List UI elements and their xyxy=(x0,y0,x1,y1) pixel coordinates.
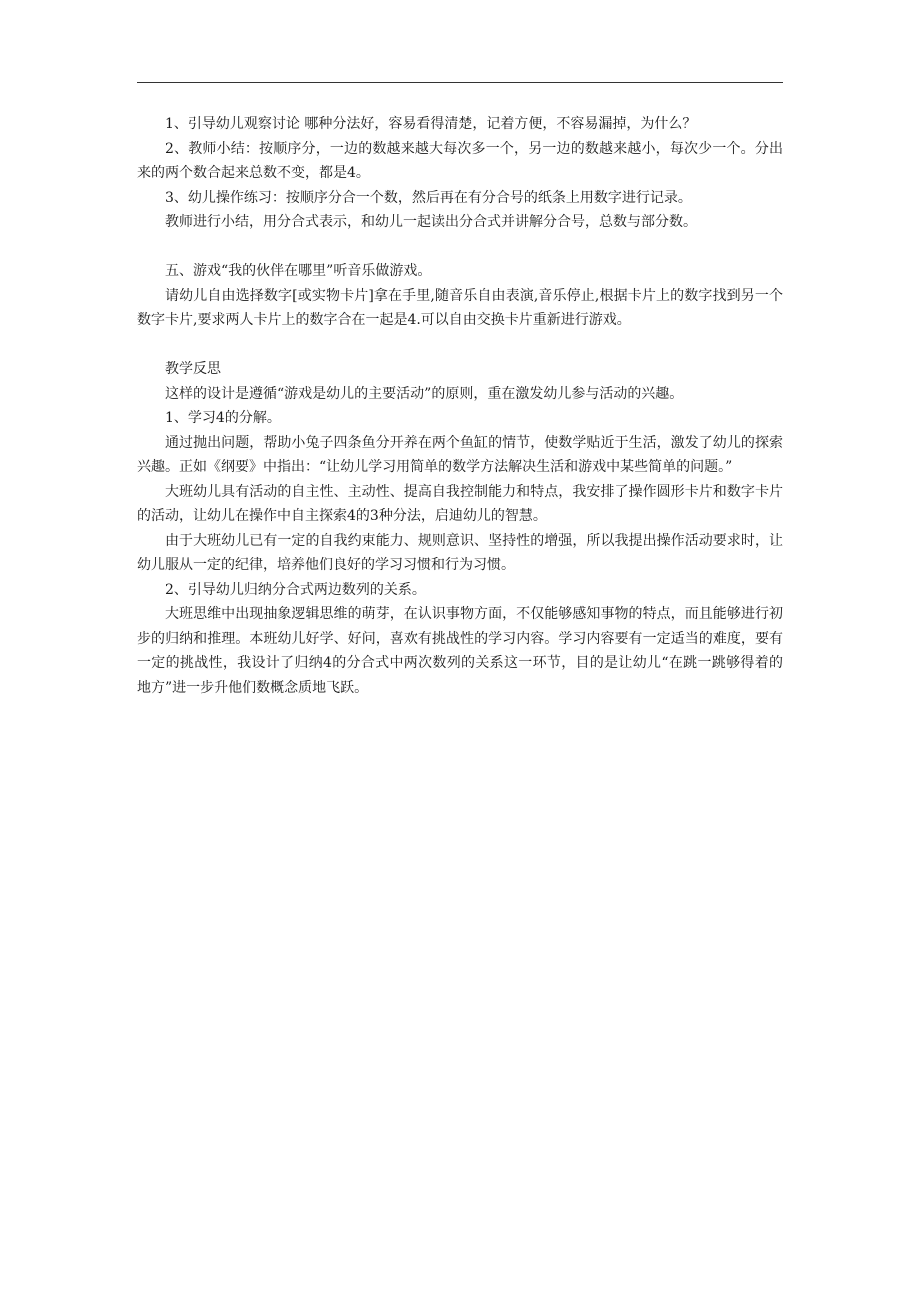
paragraph: 1、学习4的分解。 xyxy=(165,410,281,426)
document-body xyxy=(137,112,783,700)
paragraph: 1、引导幼儿观察讨论 哪种分法好，容易看得清楚，记着方便，不容易漏掉，为什么？ xyxy=(165,116,697,132)
paragraph: 请幼儿自由选择数字[或实物卡片]拿在手里,随音乐自由表演,音乐停止,根据卡片上的数字找到另一个数字卡片,要求两人卡片上的数字合在一起是4.可以自由交换卡片重新进行游戏。 xyxy=(137,287,783,328)
paragraph: 2、引导幼儿归纳分合式两边数列的关系。 xyxy=(165,581,426,598)
paragraph: 教师进行小结，用分合式表示，和幼儿一起读出分合式并讲解分合号，总数与部分数。 xyxy=(165,214,697,230)
paragraph: 大班幼儿具有活动的自主性、主动性、提高自我控制能力和特点，我安排了操作圆形卡片和数字卡片的活动，让幼儿在操作中自主探索4的3种分法，启迪幼儿的智慧。 xyxy=(137,483,783,524)
paragraph: 通过抛出问题，帮助小兔子四条鱼分开养在两个鱼缸的情节，使数学贴近于生活，激发了幼儿的探索兴趣。正如《纲要》中指出：“让幼儿学习用简单的数学方法解决生活和游戏中某些简单的问题。” xyxy=(137,434,783,475)
blank-line xyxy=(137,235,783,260)
section-heading: 教学反思 xyxy=(165,361,221,377)
paragraph: 这样的设计是遵循“游戏是幼儿的主要活动”的原则，重在激发幼儿参与活动的兴趣。 xyxy=(165,385,684,402)
paragraph: 由于大班幼儿已有一定的自我约束能力、规则意识、坚持性的增强，所以我提出操作活动要求时，让幼儿服从一定的纪律，培养他们良好的学习习惯和行为习惯。 xyxy=(137,532,783,573)
section-heading: 五、游戏“我的伙伴在哪里”听音乐做游戏。 xyxy=(165,263,432,279)
paragraph: 大班思维中出现抽象逻辑思维的萌芽，在认识事物方面，不仅能够感知事物的特点，而且能够进行初步的归纳和推理。本班幼儿好学、好问，喜欢有挑战性的学习内容。学习内容要有一定适当的难度，要有一定的挑战性，我设计了归纳4的分合式中两次数列的关系这一环节，目的是让幼儿“在跳一跳够得着的地方”进一步升他们数概念质地飞跃。 xyxy=(137,606,783,696)
header-rule xyxy=(137,82,783,83)
blank-line xyxy=(137,333,783,358)
paragraph: 3、幼儿操作练习：按顺序分合一个数，然后再在有分合号的纸条上用数字进行记录。 xyxy=(165,189,692,206)
paragraph: 2、教师小结：按顺序分，一边的数越来越大每次多一个，另一边的数越来越小，每次少一个。分出来的两个数合起来总数不变，都是4。 xyxy=(137,140,783,181)
